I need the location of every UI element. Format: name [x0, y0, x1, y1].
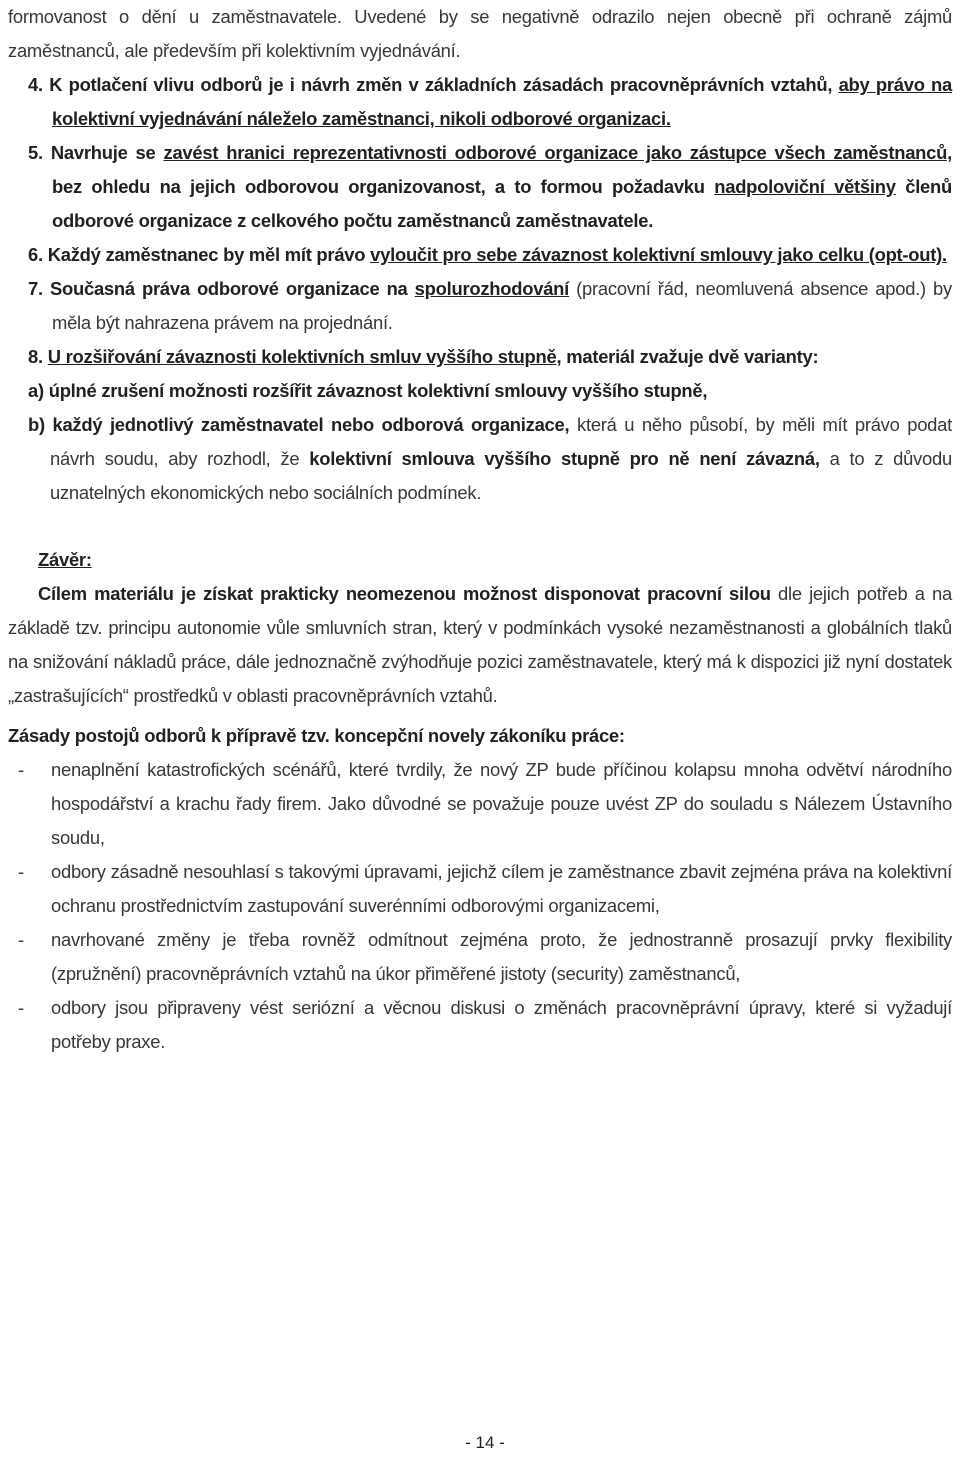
item-6-underlined: vyloučit pro sebe závaznost kolektivní smlouvy jako celku (opt-out).	[370, 244, 947, 265]
dash-bullet: -	[18, 997, 24, 1018]
item-7-number: 7.	[28, 278, 43, 299]
list-item	[8, 991, 952, 1059]
variant-a: a) úplné zrušení možnosti rozšířit závaznost kolektivní smlouvy vyššího stupně,	[28, 380, 708, 401]
item-5-number: 5.	[28, 142, 43, 163]
item-7	[8, 272, 952, 340]
item-8-text: materiál zvažuje dvě varianty:	[566, 346, 819, 367]
conclusion-paragraph	[8, 577, 952, 713]
item-6-number: 6.	[28, 244, 43, 265]
list-item	[8, 753, 952, 855]
variant-b-light-1: která u něho působí, by měli mít právo podat návrh soudu, aby rozhodl, že	[50, 414, 952, 469]
conclusion-bold: Cílem materiálu je získat prakticky neomezenou možnost disponovat pracovní silou	[38, 583, 771, 604]
list-item	[8, 923, 952, 991]
item-8-number: 8.	[28, 346, 43, 367]
variant-b-bold-2: kolektivní smlouva vyššího stupně pro ně není závazná,	[309, 448, 820, 469]
item-8	[8, 340, 952, 374]
item-5-text-c: členů odborové organizace z celkového počtu zaměstnanců zaměstnavatele.	[52, 176, 953, 231]
conclusion-title: Závěr:	[38, 549, 92, 570]
item-5-underlined: zavést hranici reprezentativnosti odborové organizace jako zástupce všech zaměstnanců,	[163, 142, 952, 163]
item-4-number: 4.	[28, 74, 43, 95]
item-4-underlined: aby právo na kolektivní vyjednávání náleželo zaměstnanci, nikoli odborové organizaci.	[52, 74, 952, 129]
list-item	[8, 855, 952, 923]
page-number: - 14 -	[465, 1433, 505, 1452]
variant-b-bold: b) každý jednotlivý zaměstnavatel nebo odborová organizace,	[28, 414, 570, 435]
item-5	[8, 136, 952, 238]
intro-paragraph: formovanost o dění u zaměstnavatele. Uvedené by se negativně odrazilo nejen obecně při ochraně zájmů zaměstnanců, ale především při kolektivním vyjednávání.	[8, 6, 952, 61]
item-5-text-b: bez ohledu na jejich odborovou organizovanost, a to formou požadavku	[52, 176, 705, 197]
item-6-text: Každý zaměstnanec by měl mít právo	[47, 244, 366, 265]
item-5-underlined-2: nadpoloviční většiny	[714, 176, 896, 197]
item-6	[8, 238, 952, 272]
dash-bullet: -	[18, 759, 24, 780]
item-4	[8, 68, 952, 136]
list-item-text: nenaplnění katastrofických scénářů, které tvrdily, že nový ZP bude příčinou kolapsu mnoha odvětví národního hospodářství a krachu řady firem. Jako důvodné se považuje pouze uvést ZP do souladu s Nálezem Ústavního soudu,	[51, 759, 952, 848]
principles-title: Zásady postojů odborů k přípravě tzv. koncepční novely zákoníku práce:	[8, 725, 625, 746]
item-7-light: (pracovní řád, neomluvená absence apod.) by měla být nahrazena právem na projednání.	[52, 278, 952, 333]
list-item-text: odbory jsou připraveny vést seriózní a věcnou diskusi o změnách pracovněprávní úpravy, které si vyžadují potřeby praxe.	[51, 997, 952, 1052]
item-8-underlined: U rozšiřování závaznosti kolektivních smluv vyššího stupně,	[47, 346, 562, 367]
dash-bullet: -	[18, 861, 24, 882]
spacer	[28, 510, 952, 543]
item-7-underlined: spolurozhodování	[414, 278, 570, 299]
item-4-text: K potlačení vlivu odborů je i návrh změn v základních zásadách pracovněprávních vztahů,	[49, 74, 833, 95]
conclusion-light: dle jejich potřeb a na základě tzv. principu autonomie vůle smluvních stran, který v podmínkách vysoké nezaměstnanosti a globálních tlaků na snižování nákladů práce, dále jednoznačně zvýhodňuje pozici zaměstnavatele, který má k dispozici již nyní dostatek „zastrašujících“ prostředků v oblasti pracovněprávních vztahů.	[8, 583, 952, 706]
item-7-text: Současná práva odborové organizace na	[49, 278, 408, 299]
principles-list	[8, 753, 952, 1059]
variant-b	[28, 408, 952, 510]
item-5-text-a: Navrhuje se	[50, 142, 156, 163]
list-item-text: odbory zásadně nesouhlasí s takovými úpravami, jejichž cílem je zaměstnance zbavit zejména práva na kolektivní ochranu prostřednictvím zastupování suverénními odborovými organizacemi,	[51, 861, 952, 916]
list-item-text: navrhované změny je třeba rovněž odmítnout zejména proto, že jednostranně prosazují prvky flexibility (zpružnění) pracovněprávních vztahů na úkor přiměřené jistoty (security) zaměstnanců,	[51, 929, 952, 984]
variant-b-light-2: a to z důvodu uznatelných ekonomických nebo sociálních podmínek.	[50, 448, 952, 503]
dash-bullet: -	[18, 929, 24, 950]
